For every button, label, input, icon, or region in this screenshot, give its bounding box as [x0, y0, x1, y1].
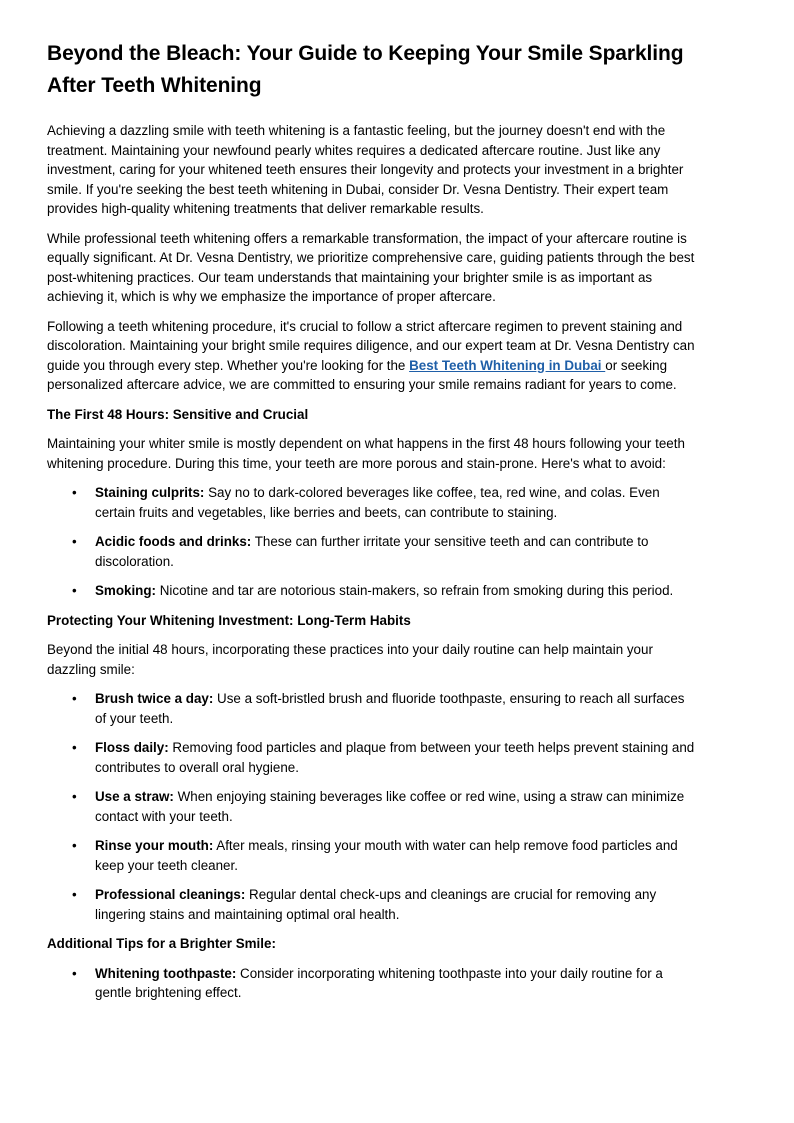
- best-teeth-whitening-link[interactable]: Best Teeth Whitening in Dubai: [409, 357, 606, 373]
- list-item-term: Smoking:: [95, 583, 157, 598]
- bullet-icon: •: [72, 965, 77, 981]
- list-item-text: Regular dental check-ups and cleanings are crucial for removing any lingering stains and maintaining optimal oral health.: [95, 887, 657, 922]
- list-item-term: Rinse your mouth:: [95, 838, 214, 853]
- bullet-icon: •: [72, 534, 77, 549]
- list-item-term: Floss daily:: [95, 740, 169, 755]
- list-item-text: When enjoying staining beverages like coffee or red wine, using a straw can minimize contact with your teeth.: [95, 789, 685, 824]
- list-item-term: Brush twice a day:: [95, 691, 214, 706]
- list-item: [47, 581, 699, 601]
- bullet-icon: •: [72, 789, 77, 804]
- bullet-icon: •: [72, 485, 77, 500]
- section3-list: [47, 964, 699, 1003]
- bullet-icon: •: [72, 740, 77, 755]
- section2-list: [47, 689, 699, 924]
- list-item-text: Use a soft-bristled brush and fluoride toothpaste, ensuring to reach all surfaces of your teeth.: [95, 691, 685, 726]
- section1-intro: Maintaining your whiter smile is mostly dependent on what happens in the first 48 hours following your teeth whitening procedure. During this time, your teeth are more porous and stain-prone. Here's what to avoid:: [47, 436, 685, 471]
- intro-paragraph-1: Achieving a dazzling smile with teeth whitening is a fantastic feeling, but the journey doesn't end with the treatment. Maintaining your newfound pearly whites requires a dedicated aftercare routine. Just like any investment, caring for your whitened teeth ensures their longevity and protects your investment in a brighter smile. If you're seeking the best teeth whitening in Dubai, consider Dr. Vesna Dentistry. Their expert team provides high-quality whitening treatments that deliver remarkable results.: [47, 123, 684, 216]
- list-item-term: Acidic foods and drinks:: [95, 534, 252, 549]
- list-item-text: After meals, rinsing your mouth with water can help remove food particles and keep your teeth cleaner.: [95, 838, 678, 873]
- para3-text-after: or seeking personalized aftercare advice, we are committed to ensuring your smile remains radiant for years to come.: [47, 357, 677, 392]
- list-item-text: Nicotine and tar are notorious stain-makers, so refrain from smoking during this period.: [156, 583, 674, 598]
- document-page: [47, 38, 699, 1013]
- list-item: [47, 836, 699, 875]
- list-item-term: Professional cleanings:: [95, 887, 246, 902]
- bullet-icon: •: [72, 838, 77, 853]
- list-item-text: Consider incorporating whitening toothpaste into your daily routine for a gentle brightening effect.: [95, 965, 663, 1000]
- list-item: [47, 885, 699, 924]
- list-item: [47, 532, 699, 571]
- list-item-term: Staining culprits:: [95, 485, 205, 500]
- intro-paragraph-3: [47, 317, 699, 395]
- list-item: [47, 483, 699, 522]
- list-item: [47, 787, 699, 826]
- para3-text-before: Following a teeth whitening procedure, it's crucial to follow a strict aftercare regimen to prevent staining and discoloration. Maintaining your bright smile requires diligence, and our expert team at Dr. Vesna Dentistry can guide you through every step. Whether you're looking for the: [47, 318, 695, 373]
- list-item-term: Use a straw:: [95, 789, 174, 804]
- bullet-icon: •: [72, 887, 77, 902]
- list-item-text: Say no to dark-colored beverages like coffee, tea, red wine, and colas. Even certain fruits and vegetables, like berries and beets, can contribute to staining.: [95, 485, 660, 520]
- list-item-text: These can further irritate your sensitive teeth and can contribute to discoloration.: [95, 534, 649, 569]
- section1-list: [47, 483, 699, 601]
- section-heading-long-term-habits: Protecting Your Whitening Investment: Long-Term Habits: [47, 612, 411, 628]
- list-item-text: Removing food particles and plaque from between your teeth helps prevent staining and contributes to overall oral hygiene.: [95, 740, 695, 775]
- list-item-term: Whitening toothpaste:: [95, 965, 237, 981]
- page-title: Beyond the Bleach: Your Guide to Keeping Your Smile Sparkling After Teeth Whitening: [47, 42, 684, 97]
- intro-paragraph-2: While professional teeth whitening offers a remarkable transformation, the impact of your aftercare routine is equally significant. At Dr. Vesna Dentistry, we prioritize comprehensive care, guiding patients through the best post-whitening practices. Our team understands that maintaining your brighter smile is as important as achieving it, which is why we emphasize the importance of proper aftercare.: [47, 230, 695, 304]
- list-item: [47, 964, 699, 1003]
- section-heading-additional-tips: Additional Tips for a Brighter Smile:: [47, 936, 276, 951]
- bullet-icon: •: [72, 583, 77, 598]
- section2-intro: Beyond the initial 48 hours, incorporating these practices into your daily routine can help maintain your dazzling smile:: [47, 642, 653, 677]
- section-heading-first-48-hours: The First 48 Hours: Sensitive and Crucial: [47, 406, 309, 422]
- list-item: [47, 689, 699, 728]
- list-item: [47, 738, 699, 777]
- bullet-icon: •: [72, 691, 77, 706]
